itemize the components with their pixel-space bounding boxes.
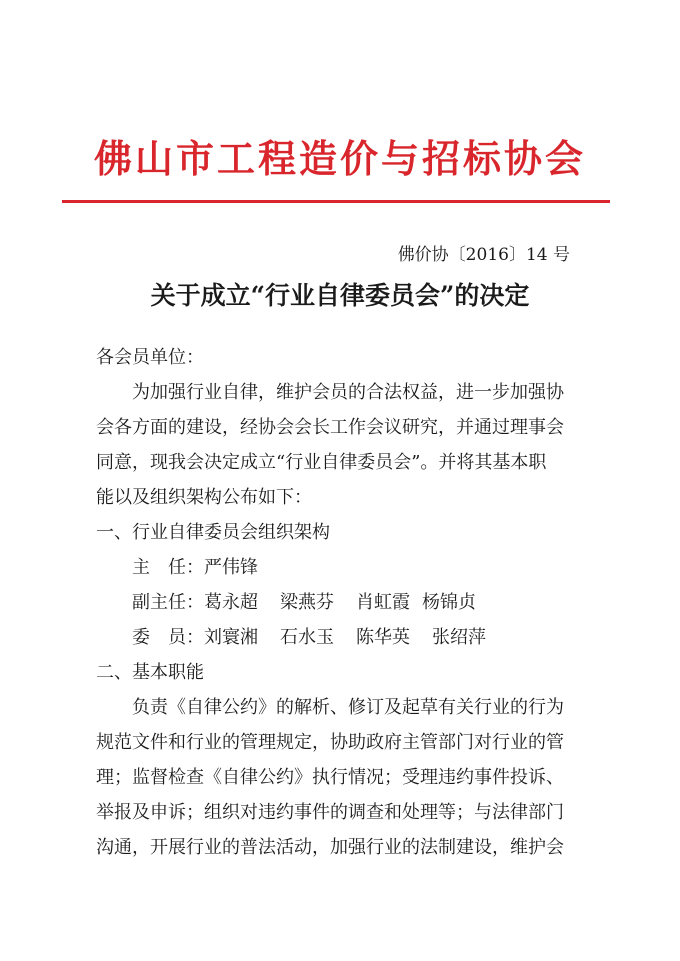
duty-line: 规范文件和行业的管理规定，协助政府主管部门对行业的管	[96, 732, 564, 753]
duty-line: 举报及申诉；组织对违约事件的调查和处理等；与法律部门	[96, 802, 564, 823]
deputy-name: 葛永超	[204, 592, 258, 613]
deputy-row	[96, 585, 576, 620]
director-name: 严伟锋	[204, 557, 258, 578]
deputy-name: 肖虹霞	[356, 592, 410, 613]
section-heading: 二、基本职能	[96, 662, 204, 683]
intro-line: 同意，现我会决定成立“行业自律委员会”。并将其基本职	[96, 452, 547, 473]
deputy-label: 副主任：	[132, 592, 204, 613]
member-row	[96, 620, 576, 655]
intro-line: 会各方面的建设，经协会会长工作会议研究，并通过理事会	[96, 417, 564, 438]
member-name: 石水玉	[280, 627, 334, 648]
section-heading: 一、行业自律委员会组织架构	[96, 522, 330, 543]
duty-line: 理；监督检查《自律公约》执行情况；受理违约事件投诉、	[96, 767, 564, 788]
intro-line: 能以及组织架构公布如下：	[96, 487, 312, 508]
header-divider	[62, 200, 610, 203]
member-name: 张绍萍	[432, 627, 486, 648]
document-title: 关于成立“行业自律委员会”的决定	[150, 281, 530, 310]
intro-line: 为加强行业自律，维护会员的合法权益，进一步加强协	[132, 382, 564, 403]
organization-header: 佛山市工程造价与招标协会	[93, 137, 586, 181]
member-label: 委 员：	[132, 627, 204, 648]
deputy-name: 梁燕芬	[280, 592, 334, 613]
salutation: 各会员单位：	[96, 347, 204, 368]
member-name: 刘寰湘	[204, 627, 258, 648]
document-number: 佛价协〔2016〕14 号	[397, 245, 570, 265]
duty-line: 负责《自律公约》的解析、修订及起草有关行业的行为	[132, 697, 564, 718]
director-row	[96, 550, 576, 585]
member-name: 陈华英	[356, 627, 410, 648]
deputy-name: 杨锦贞	[422, 592, 476, 613]
director-label: 主 任：	[132, 557, 204, 578]
duty-line: 沟通，开展行业的普法活动，加强行业的法制建设，维护会	[96, 837, 564, 858]
document-body	[96, 340, 576, 865]
